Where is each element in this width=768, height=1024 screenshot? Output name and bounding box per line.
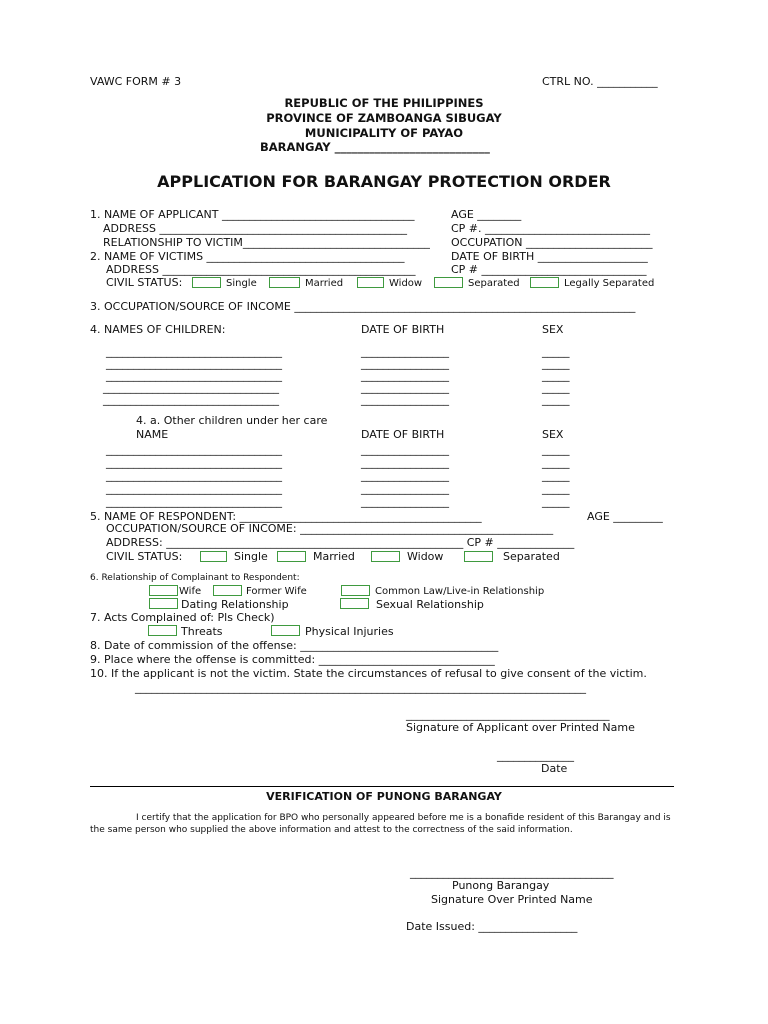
victim-separated-label: Separated xyxy=(468,278,520,289)
applicant-age-field[interactable]: AGE ________ xyxy=(451,208,522,221)
applicant-signature-line[interactable]: _____________________________________ xyxy=(406,708,610,721)
punong-signature-label: Signature Over Printed Name xyxy=(431,893,593,906)
physical-injuries-checkbox[interactable] xyxy=(271,625,300,636)
applicant-occupation-field[interactable]: OCCUPATION _______________________ xyxy=(451,236,653,249)
acts-heading: 7. Acts Complained of: Pls Check) xyxy=(90,611,275,624)
date-offense-field[interactable]: 8. Date of commission of the offense: ____________________________________ xyxy=(90,639,499,652)
barangay-heading: BARANGAY ___________________________ xyxy=(260,140,490,154)
former-wife-label: Former Wife xyxy=(246,586,307,597)
child-name-field[interactable]: ________________________________ xyxy=(103,381,279,394)
child-sex-field[interactable]: _____ xyxy=(542,443,570,456)
victims-address-field[interactable]: ADDRESS ______________________________________________ xyxy=(106,263,416,276)
wife-checkbox[interactable] xyxy=(149,585,178,596)
respondent-civil-status-label: CIVIL STATUS: xyxy=(106,550,183,563)
respondent-address-field[interactable]: ADDRESS: ______________________________________________________ CP # ______________ xyxy=(106,536,575,549)
section-divider xyxy=(90,786,674,787)
child-dob-field[interactable]: ________________ xyxy=(361,495,449,508)
republic-heading: REPUBLIC OF THE PHILIPPINES xyxy=(284,96,484,110)
physical-injuries-label: Physical Injuries xyxy=(305,625,394,638)
control-number: CTRL NO. ___________ xyxy=(542,75,658,88)
applicant-address-field[interactable]: ADDRESS _____________________________________________ xyxy=(103,222,408,235)
child-dob-field[interactable]: ________________ xyxy=(361,469,449,482)
child-name-field[interactable]: ________________________________ xyxy=(106,369,282,382)
child-sex-field[interactable]: _____ xyxy=(542,357,570,370)
applicant-relationship-field[interactable]: RELATIONSHIP TO VICTIM__________________________________ xyxy=(103,236,430,249)
victims-cp-field[interactable]: CP # ______________________________ xyxy=(451,263,647,276)
respondent-age-field[interactable]: AGE _________ xyxy=(587,510,663,523)
child-dob-field[interactable]: ________________ xyxy=(361,357,449,370)
applicant-date-label: Date xyxy=(541,762,568,775)
place-offense-field[interactable]: 9. Place where the offense is committed: ________________________________ xyxy=(90,653,495,666)
child-dob-field[interactable]: ________________ xyxy=(361,393,449,406)
form-number: VAWC FORM # 3 xyxy=(90,75,182,88)
child-dob-field[interactable]: ________________ xyxy=(361,482,449,495)
child-name-field[interactable]: ________________________________ xyxy=(106,443,282,456)
wife-label: Wife xyxy=(179,586,202,597)
child-name-field[interactable]: ________________________________ xyxy=(106,357,282,370)
applicant-name-field[interactable]: 1. NAME OF APPLICANT ___________________________________ xyxy=(90,208,415,221)
child-name-field[interactable]: ________________________________ xyxy=(106,345,282,358)
child-sex-field[interactable]: _____ xyxy=(542,482,570,495)
child-name-field[interactable]: ________________________________ xyxy=(103,393,279,406)
applicant-cp-field[interactable]: CP #. ______________________________ xyxy=(451,222,651,235)
respondent-married-checkbox[interactable] xyxy=(277,551,306,562)
punong-barangay-label: Punong Barangay xyxy=(452,879,550,892)
common-law-label: Common Law/Live-in Relationship xyxy=(375,586,545,597)
child-sex-field[interactable]: _____ xyxy=(542,369,570,382)
child-dob-field[interactable]: ________________ xyxy=(361,381,449,394)
respondent-married-label: Married xyxy=(313,550,355,563)
child-sex-field[interactable]: _____ xyxy=(542,381,570,394)
child-name-field[interactable]: ________________________________ xyxy=(106,495,282,508)
applicant-date-line[interactable]: ______________ xyxy=(497,749,574,762)
child-name-field[interactable]: ________________________________ xyxy=(106,456,282,469)
victim-separated-checkbox[interactable] xyxy=(434,277,463,288)
victim-widow-checkbox[interactable] xyxy=(357,277,384,288)
victims-name-field[interactable]: 2. NAME OF VICTIMS ____________________________________ xyxy=(90,250,405,263)
victim-legally-separated-label: Legally Separated xyxy=(564,278,655,289)
sexual-label: Sexual Relationship xyxy=(376,598,484,611)
province-heading: PROVINCE OF ZAMBOANGA SIBUGAY xyxy=(266,111,502,125)
applicant-signature-label: Signature of Applicant over Printed Name xyxy=(406,721,635,734)
dating-checkbox[interactable] xyxy=(149,598,178,609)
certification-line-2: the same person who supplied the above information and attest to the correctness of the said information. xyxy=(90,825,573,835)
municipality-heading: MUNICIPALITY OF PAYAO xyxy=(304,126,464,140)
other-children-dob-header: DATE OF BIRTH xyxy=(361,428,445,441)
respondent-widow-label: Widow xyxy=(407,550,444,563)
dating-label: Dating Relationship xyxy=(181,598,289,611)
victim-single-checkbox[interactable] xyxy=(192,277,221,288)
certification-line-1: I certify that the application for BPO who personally appeared before me is a bonafide resident of this Barangay and is xyxy=(136,813,671,823)
victim-married-label: Married xyxy=(305,278,344,289)
respondent-separated-label: Separated xyxy=(503,550,560,563)
child-sex-field[interactable]: _____ xyxy=(542,393,570,406)
verification-title: VERIFICATION OF PUNONG BARANGAY xyxy=(266,790,502,803)
other-children-name-header: NAME xyxy=(136,428,169,441)
respondent-single-checkbox[interactable] xyxy=(200,551,227,562)
occupation-income-field[interactable]: 3. OCCUPATION/SOURCE OF INCOME ______________________________________________________________ xyxy=(90,300,636,313)
victims-dob-field[interactable]: DATE OF BIRTH ____________________ xyxy=(451,250,648,263)
child-dob-field[interactable]: ________________ xyxy=(361,443,449,456)
date-issued-field[interactable]: Date Issued: __________________ xyxy=(406,920,578,933)
threats-label: Threats xyxy=(181,625,223,638)
page-title: APPLICATION FOR BARANGAY PROTECTION ORDER xyxy=(157,172,611,191)
respondent-name-field[interactable]: 5. NAME OF RESPONDENT: ____________________________________________ xyxy=(90,510,482,523)
common-law-checkbox[interactable] xyxy=(341,585,370,596)
child-sex-field[interactable]: _____ xyxy=(542,456,570,469)
child-name-field[interactable]: ________________________________ xyxy=(106,482,282,495)
punong-signature-line[interactable]: _____________________________________ xyxy=(410,866,614,879)
respondent-occupation-field[interactable]: OCCUPATION/SOURCE OF INCOME: ______________________________________________ xyxy=(106,522,554,535)
victims-civil-status-label: CIVIL STATUS: xyxy=(106,276,183,289)
respondent-widow-checkbox[interactable] xyxy=(371,551,400,562)
former-wife-checkbox[interactable] xyxy=(213,585,242,596)
refusal-prompt: 10. If the applicant is not the victim. State the circumstances of refusal to give consent of the victim. xyxy=(90,667,647,680)
other-children-heading: 4. a. Other children under her care xyxy=(136,414,328,427)
victim-widow-label: Widow xyxy=(389,278,423,289)
other-children-sex-header: SEX xyxy=(542,428,564,441)
children-dob-header: DATE OF BIRTH xyxy=(361,323,445,336)
child-sex-field[interactable]: _____ xyxy=(542,469,570,482)
victim-legally-separated-checkbox[interactable] xyxy=(530,277,559,288)
child-name-field[interactable]: ________________________________ xyxy=(106,469,282,482)
refusal-field[interactable]: __________________________________________________________________________________ xyxy=(135,681,586,694)
victim-single-label: Single xyxy=(226,278,257,289)
child-sex-field[interactable]: _____ xyxy=(542,345,570,358)
relationship-heading: 6. Relationship of Complainant to Respondent: xyxy=(90,573,300,583)
respondent-separated-checkbox[interactable] xyxy=(464,551,493,562)
victim-married-checkbox[interactable] xyxy=(269,277,300,288)
child-sex-field[interactable]: _____ xyxy=(542,495,570,508)
respondent-single-label: Single xyxy=(234,550,268,563)
children-heading: 4. NAMES OF CHILDREN: xyxy=(90,323,226,336)
child-dob-field[interactable]: ________________ xyxy=(361,345,449,358)
threats-checkbox[interactable] xyxy=(148,625,177,636)
sexual-checkbox[interactable] xyxy=(340,598,369,609)
child-dob-field[interactable]: ________________ xyxy=(361,369,449,382)
children-sex-header: SEX xyxy=(542,323,564,336)
child-dob-field[interactable]: ________________ xyxy=(361,456,449,469)
